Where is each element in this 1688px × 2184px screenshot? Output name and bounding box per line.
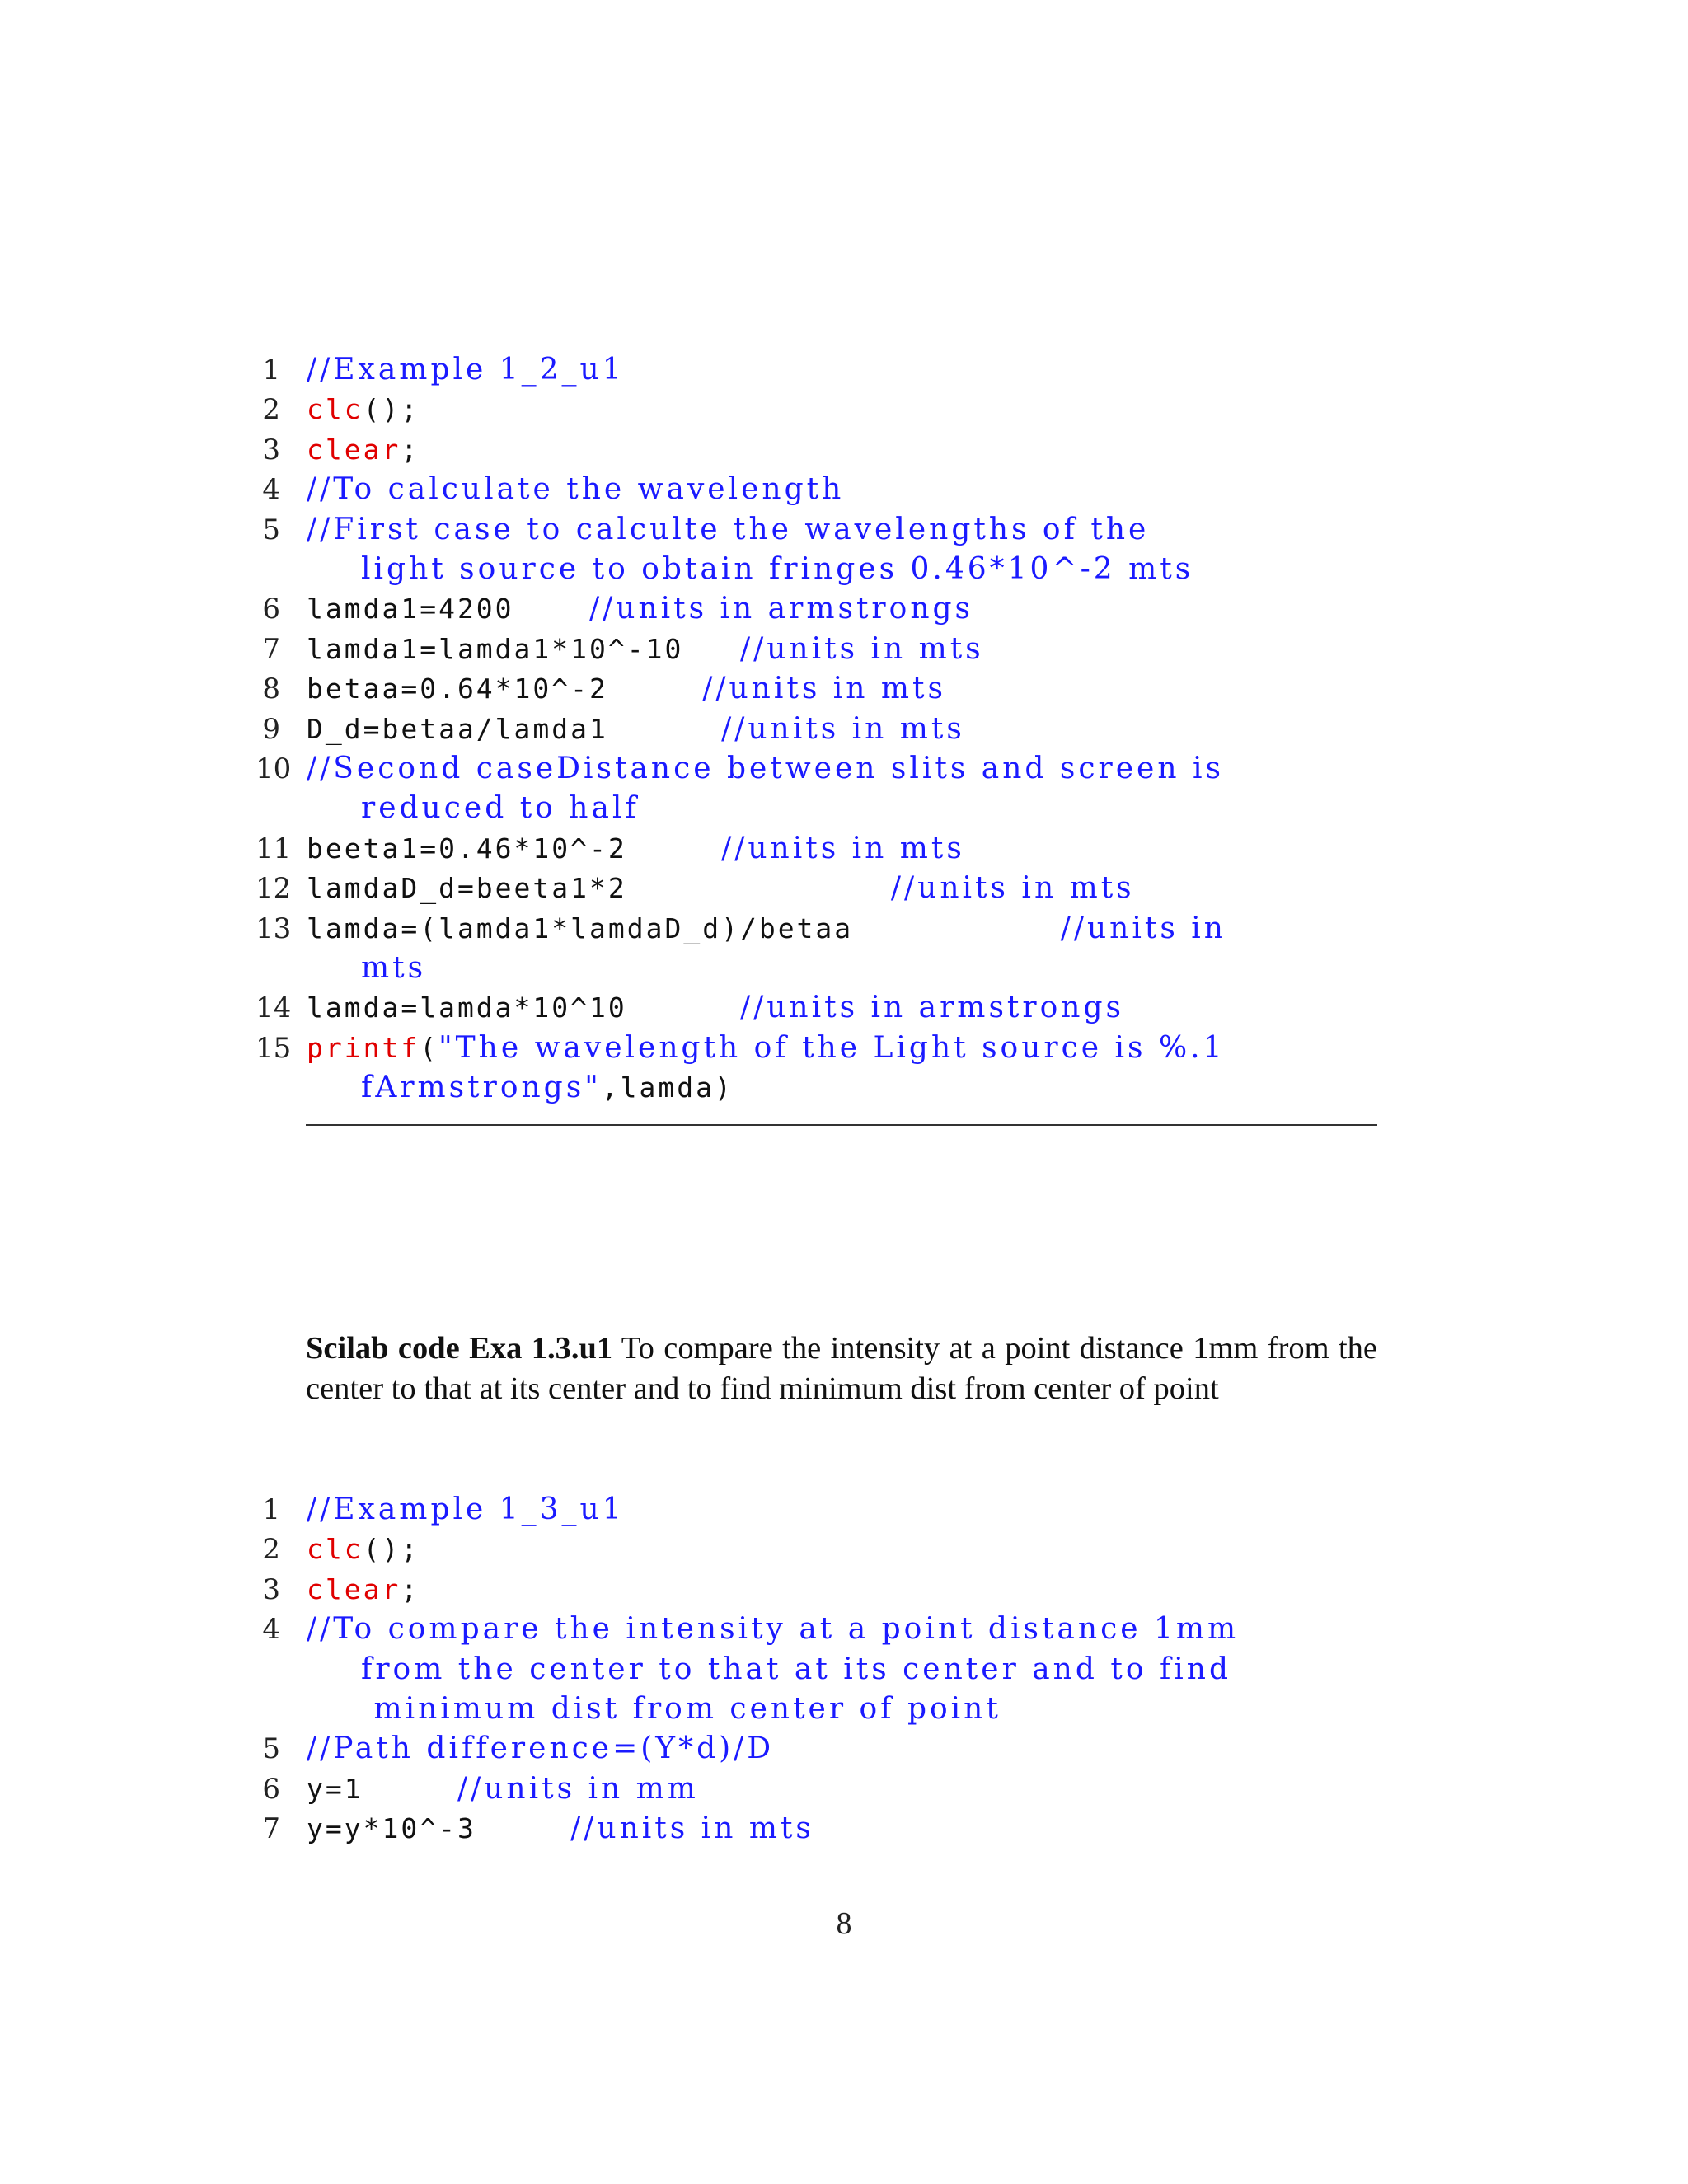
code-content: [307, 470, 1403, 509]
caption-exa-1-3-u1: [306, 1329, 1377, 1408]
code-text: (: [420, 1031, 439, 1064]
code-segment: [307, 589, 1403, 629]
code-segment: [307, 1729, 1403, 1769]
code-line: [256, 869, 1409, 908]
code-content: [307, 589, 1403, 629]
line-number: 10: [256, 752, 292, 785]
code-content: [307, 988, 1403, 1028]
code-segment: [307, 1490, 1403, 1530]
code-continuation: [307, 1650, 1403, 1690]
code-content: [307, 869, 1403, 908]
code-keyword: clear: [307, 433, 401, 466]
code-line: [256, 909, 1409, 989]
code-comment: //units in mts: [721, 831, 965, 865]
code-text: ();: [363, 1533, 420, 1566]
line-number: 14: [256, 991, 292, 1025]
code-comment: //To compare the intensity at a point distance 1mm: [307, 1612, 1240, 1647]
code-continuation: [307, 789, 1403, 828]
code-line: [256, 390, 1409, 429]
code-comment: //units in mts: [570, 1811, 814, 1846]
code-keyword: clear: [307, 1572, 401, 1605]
code-segment: [307, 1570, 1403, 1610]
code-content: [307, 909, 1403, 989]
code-line: [256, 1809, 1409, 1849]
line-number: 5: [262, 1732, 280, 1766]
caption-text: To compare the intensity at a point distance 1mm from the center to that at its center and to find minimum dist from center of point: [306, 1331, 1378, 1406]
code-segment: [307, 988, 1403, 1028]
code-content: [307, 1769, 1403, 1809]
code-content: [307, 710, 1403, 749]
code-content: [307, 1570, 1403, 1610]
code-segment: [307, 669, 1403, 709]
code-content: [307, 1729, 1403, 1769]
code-text: lamda=lamda*10^10: [307, 991, 740, 1024]
code-line: [256, 669, 1409, 709]
line-number: 13: [256, 912, 292, 945]
code-segment: [307, 430, 1403, 470]
code-content: [307, 1029, 1403, 1108]
code-segment: [307, 1610, 1403, 1649]
code-content: [307, 1610, 1403, 1729]
code-comment: //Example 1_2_u1: [307, 353, 625, 387]
code-text: lamda=(lamda1*lamdaD_d)/betaa: [307, 912, 1061, 944]
code-keyword: printf: [307, 1031, 420, 1064]
code-segment: [307, 829, 1403, 869]
code-comment: from the center to that at its center and to find: [361, 1652, 1232, 1686]
code-comment: minimum dist from center of point: [361, 1691, 1001, 1726]
code-segment: [307, 470, 1403, 509]
line-number: 15: [256, 1031, 292, 1065]
code-comment: //units in armstrongs: [589, 592, 974, 626]
code-text: lamdaD_d=beeta1*2: [307, 872, 891, 905]
code-comment: //First case to calculte the wavelengths of the: [307, 512, 1150, 546]
code-continuation: [307, 550, 1403, 589]
code-listing-exa-1-3-u1: [256, 1490, 1409, 1849]
code-line: [256, 1530, 1409, 1569]
line-number: 7: [262, 632, 280, 666]
code-segment: [307, 710, 1403, 749]
code-line: [256, 749, 1409, 829]
line-number: 2: [262, 1533, 280, 1567]
code-comment: //Second caseDistance between slits and screen is: [307, 751, 1224, 785]
line-number: 3: [262, 1572, 280, 1606]
code-keyword: clc: [307, 393, 363, 426]
code-line: [256, 1490, 1409, 1530]
code-content: [307, 510, 1403, 590]
code-content: [307, 669, 1403, 709]
code-text: ();: [363, 393, 420, 426]
code-text: ;: [401, 433, 420, 466]
line-number: 2: [262, 393, 280, 427]
line-number: 6: [262, 1772, 280, 1806]
code-line: [256, 1029, 1409, 1108]
code-line: [256, 1610, 1409, 1729]
code-line: [256, 350, 1409, 390]
line-number: 7: [262, 1812, 280, 1846]
line-number: 8: [262, 673, 280, 706]
code-segment: [307, 1029, 1403, 1068]
code-line: [256, 630, 1409, 669]
code-listing-exa-1-2-u1: [256, 350, 1409, 1108]
code-segment: [307, 390, 1403, 429]
code-comment: //units in mts: [721, 711, 965, 746]
line-number: 9: [262, 712, 280, 746]
code-segment: [307, 1530, 1403, 1569]
line-number: 11: [256, 832, 292, 865]
code-comment: light source to obtain fringes 0.46*10^-2 mts: [361, 551, 1194, 586]
listing-divider: [306, 1124, 1377, 1126]
code-continuation: [307, 1068, 1403, 1108]
code-segment: [307, 1809, 1403, 1849]
code-text: lamda1=lamda1*10^-10: [307, 632, 740, 665]
code-keyword: clc: [307, 1533, 363, 1566]
code-content: [307, 749, 1403, 829]
code-comment: //units in mts: [890, 871, 1135, 906]
code-comment: //Path difference=(Y*d)/D: [307, 1732, 775, 1766]
code-comment: //units in armstrongs: [739, 991, 1124, 1025]
caption-label: Scilab code Exa 1.3.u1: [306, 1331, 613, 1366]
code-content: [307, 430, 1403, 470]
code-segment: [307, 909, 1403, 949]
code-text: ,lamda): [601, 1071, 734, 1104]
line-number: 5: [262, 513, 280, 546]
line-number: 12: [256, 872, 292, 906]
code-text: ;: [401, 1572, 420, 1605]
line-number: 1: [262, 354, 280, 387]
code-comment: //units in mts: [739, 631, 984, 666]
code-content: [307, 1490, 1403, 1530]
code-segment: [307, 630, 1403, 669]
code-segment: [307, 1769, 1403, 1809]
code-text: y=1: [307, 1772, 457, 1805]
code-segment: [307, 869, 1403, 908]
line-number: 3: [262, 433, 280, 466]
code-comment: mts: [361, 950, 427, 985]
code-content: [307, 350, 1403, 390]
code-content: [307, 1530, 1403, 1569]
code-segment: [307, 749, 1403, 789]
code-comment: //units in mm: [457, 1771, 699, 1806]
page-number: 8: [836, 1906, 852, 1941]
code-comment: //units in mts: [702, 672, 946, 706]
code-line: [256, 470, 1409, 509]
code-text: betaa=0.64*10^-2: [307, 673, 703, 705]
code-comment: //units in: [1060, 911, 1226, 945]
code-comment: //To calculate the wavelength: [307, 472, 845, 507]
code-text: beeta1=0.46*10^-2: [307, 832, 722, 865]
code-line: [256, 1769, 1409, 1809]
code-text: lamda1=4200: [307, 593, 590, 626]
code-continuation: [307, 949, 1403, 988]
code-segment: [307, 350, 1403, 390]
code-content: [307, 630, 1403, 669]
code-text: y=y*10^-3: [307, 1812, 571, 1845]
code-line: [256, 589, 1409, 629]
code-content: [307, 390, 1403, 429]
code-line: [256, 430, 1409, 470]
code-line: [256, 1729, 1409, 1769]
line-number: 1: [262, 1493, 280, 1526]
code-text: D_d=betaa/lamda1: [307, 712, 722, 745]
line-number: 4: [262, 1613, 280, 1647]
code-comment: reduced to half: [361, 791, 640, 826]
code-content: [307, 1809, 1403, 1849]
code-line: [256, 829, 1409, 869]
code-comment: "The wavelength of the Light source is %.1: [438, 1030, 1226, 1065]
code-line: [256, 710, 1409, 749]
code-line: [256, 988, 1409, 1028]
code-content: [307, 829, 1403, 869]
line-number: 6: [262, 593, 280, 626]
code-continuation: [307, 1690, 1403, 1729]
line-number: 4: [262, 473, 280, 507]
code-comment: //Example 1_3_u1: [307, 1493, 625, 1526]
code-line: [256, 510, 1409, 590]
code-line: [256, 1570, 1409, 1610]
code-comment: fArmstrongs": [361, 1071, 602, 1105]
code-segment: [307, 510, 1403, 550]
